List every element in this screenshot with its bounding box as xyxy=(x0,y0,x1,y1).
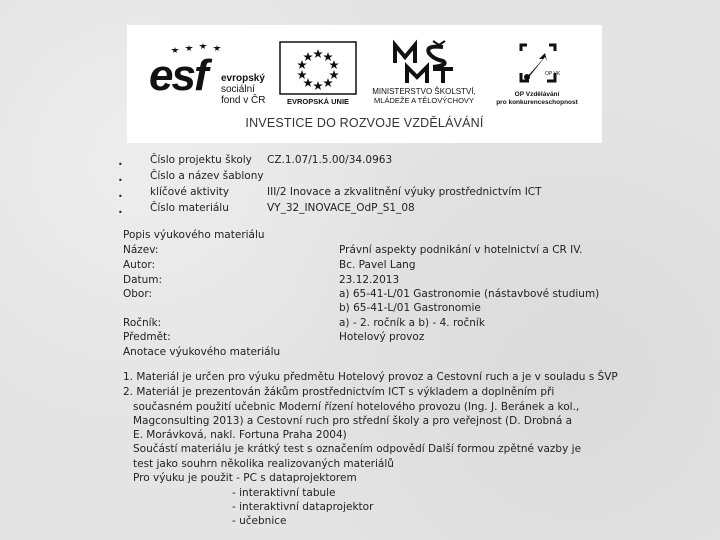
field-label: Obor: xyxy=(123,288,153,300)
msmt-logo xyxy=(359,39,489,115)
field-value-1: a) 65-41-L/01 Gastronomie (nástavbové studium) xyxy=(339,288,600,300)
msmt-line2: MLÁDEŽE A TĚLOVÝCHOVY xyxy=(374,96,474,105)
bullet-icon: • xyxy=(118,160,123,169)
field-value-2: b) 65-41-L/01 Gastronomie xyxy=(339,302,481,314)
description-heading: Popis výukového materiálu xyxy=(123,229,265,241)
subject-label: Předmět: xyxy=(123,331,171,343)
esf-letters: esf xyxy=(149,51,207,100)
name-label: Název: xyxy=(123,244,159,256)
op-vk-logo xyxy=(487,39,587,115)
activity-value: III/2 Inovace a zkvalitnění výuky prostřednictvím ICT xyxy=(267,186,542,198)
annotation-line: - interaktivní dataprojektor xyxy=(232,501,374,513)
bullet-icon: • xyxy=(118,176,123,185)
annotation-line: 1. Materiál je určen pro výuku předmětu Hotelový provoz a Cestovní ruch a je v souladu s ŠVP xyxy=(123,371,618,383)
eu-label: EVROPSKÁ UNIE xyxy=(286,97,350,106)
op-vk-label xyxy=(487,91,587,107)
year-value: a) - 2. ročník a b) - 4. ročník xyxy=(339,317,485,329)
investice-tagline: INVESTICE DO ROZVOJE VZDĚLÁVÁNÍ xyxy=(245,116,484,130)
annotation-line: Magconsulting 2013) a Cestovní ruch pro střední školy a pro veřejnost (D. Drobná a xyxy=(133,415,573,427)
bullet-icon: • xyxy=(118,192,123,201)
svg-text:OP VK: OP VK xyxy=(545,71,561,77)
project-value: CZ.1.07/1.5.00/34.0963 xyxy=(267,154,393,166)
annotation-line: současném použití učebnic Moderní řízení hotelového provozu (Ing. J. Beránek a kol., xyxy=(133,401,580,413)
material-value: VY_32_INOVACE_OdP_S1_08 xyxy=(267,202,415,214)
annotation-line: E. Morávková, nakl. Fortuna Praha 2004) xyxy=(133,429,347,441)
date-value: 23.12.2013 xyxy=(339,274,400,286)
logo-banner xyxy=(127,25,602,143)
msmt-label xyxy=(359,87,489,105)
date-label: Datum: xyxy=(123,274,163,286)
bullet-icon: • xyxy=(118,208,123,217)
annotation-line: Pro výuku je použit - PC s dataprojektorem xyxy=(133,472,357,484)
name-value: Právní aspekty podnikání v hotelnictví a CR IV. xyxy=(339,244,583,256)
annotation-label: Anotace výukového materiálu xyxy=(123,346,281,358)
esf-line2: sociální xyxy=(221,84,255,95)
op-vk-mark-icon xyxy=(487,39,587,89)
year-label: Ročník: xyxy=(123,317,162,329)
project-label: Číslo projektu školy xyxy=(150,154,252,166)
activity-label: klíčové aktivity xyxy=(150,186,230,198)
author-label: Autor: xyxy=(123,259,156,271)
esf-wordmark xyxy=(221,73,265,106)
msmt-mark-icon xyxy=(359,39,489,85)
annotation-line: 2. Materiál je prezentován žákům prostřednictvím ICT s výkladem a doplněním při xyxy=(123,386,555,398)
msmt-line1: MINISTERSTVO ŠKOLSTVÍ, xyxy=(372,87,476,96)
annotation-line: test jako souhrn několika realizovaných materiálů xyxy=(133,458,394,470)
annotation-line: Součástí materiálu je krátký test s označením odpovědí Další formou zpětné vazby je xyxy=(133,443,582,455)
eu-flag-icon xyxy=(279,41,357,97)
op-vk-line1: OP Vzdělávání xyxy=(514,91,560,98)
esf-line3: fond v ČR xyxy=(221,95,266,106)
author-value: Bc. Pavel Lang xyxy=(339,259,416,271)
eu-logo xyxy=(279,41,357,111)
esf-logo xyxy=(149,41,267,111)
annotation-line: - interaktivní tabule xyxy=(232,487,336,499)
material-label: Číslo materiálu xyxy=(150,202,229,214)
annotation-line: - učebnice xyxy=(232,515,287,527)
esf-line1: evropský xyxy=(221,73,265,84)
template-label: Číslo a název šablony xyxy=(150,170,264,182)
op-vk-line2: pro konkurenceschopnost xyxy=(496,99,578,106)
subject-value: Hotelový provoz xyxy=(339,331,425,343)
